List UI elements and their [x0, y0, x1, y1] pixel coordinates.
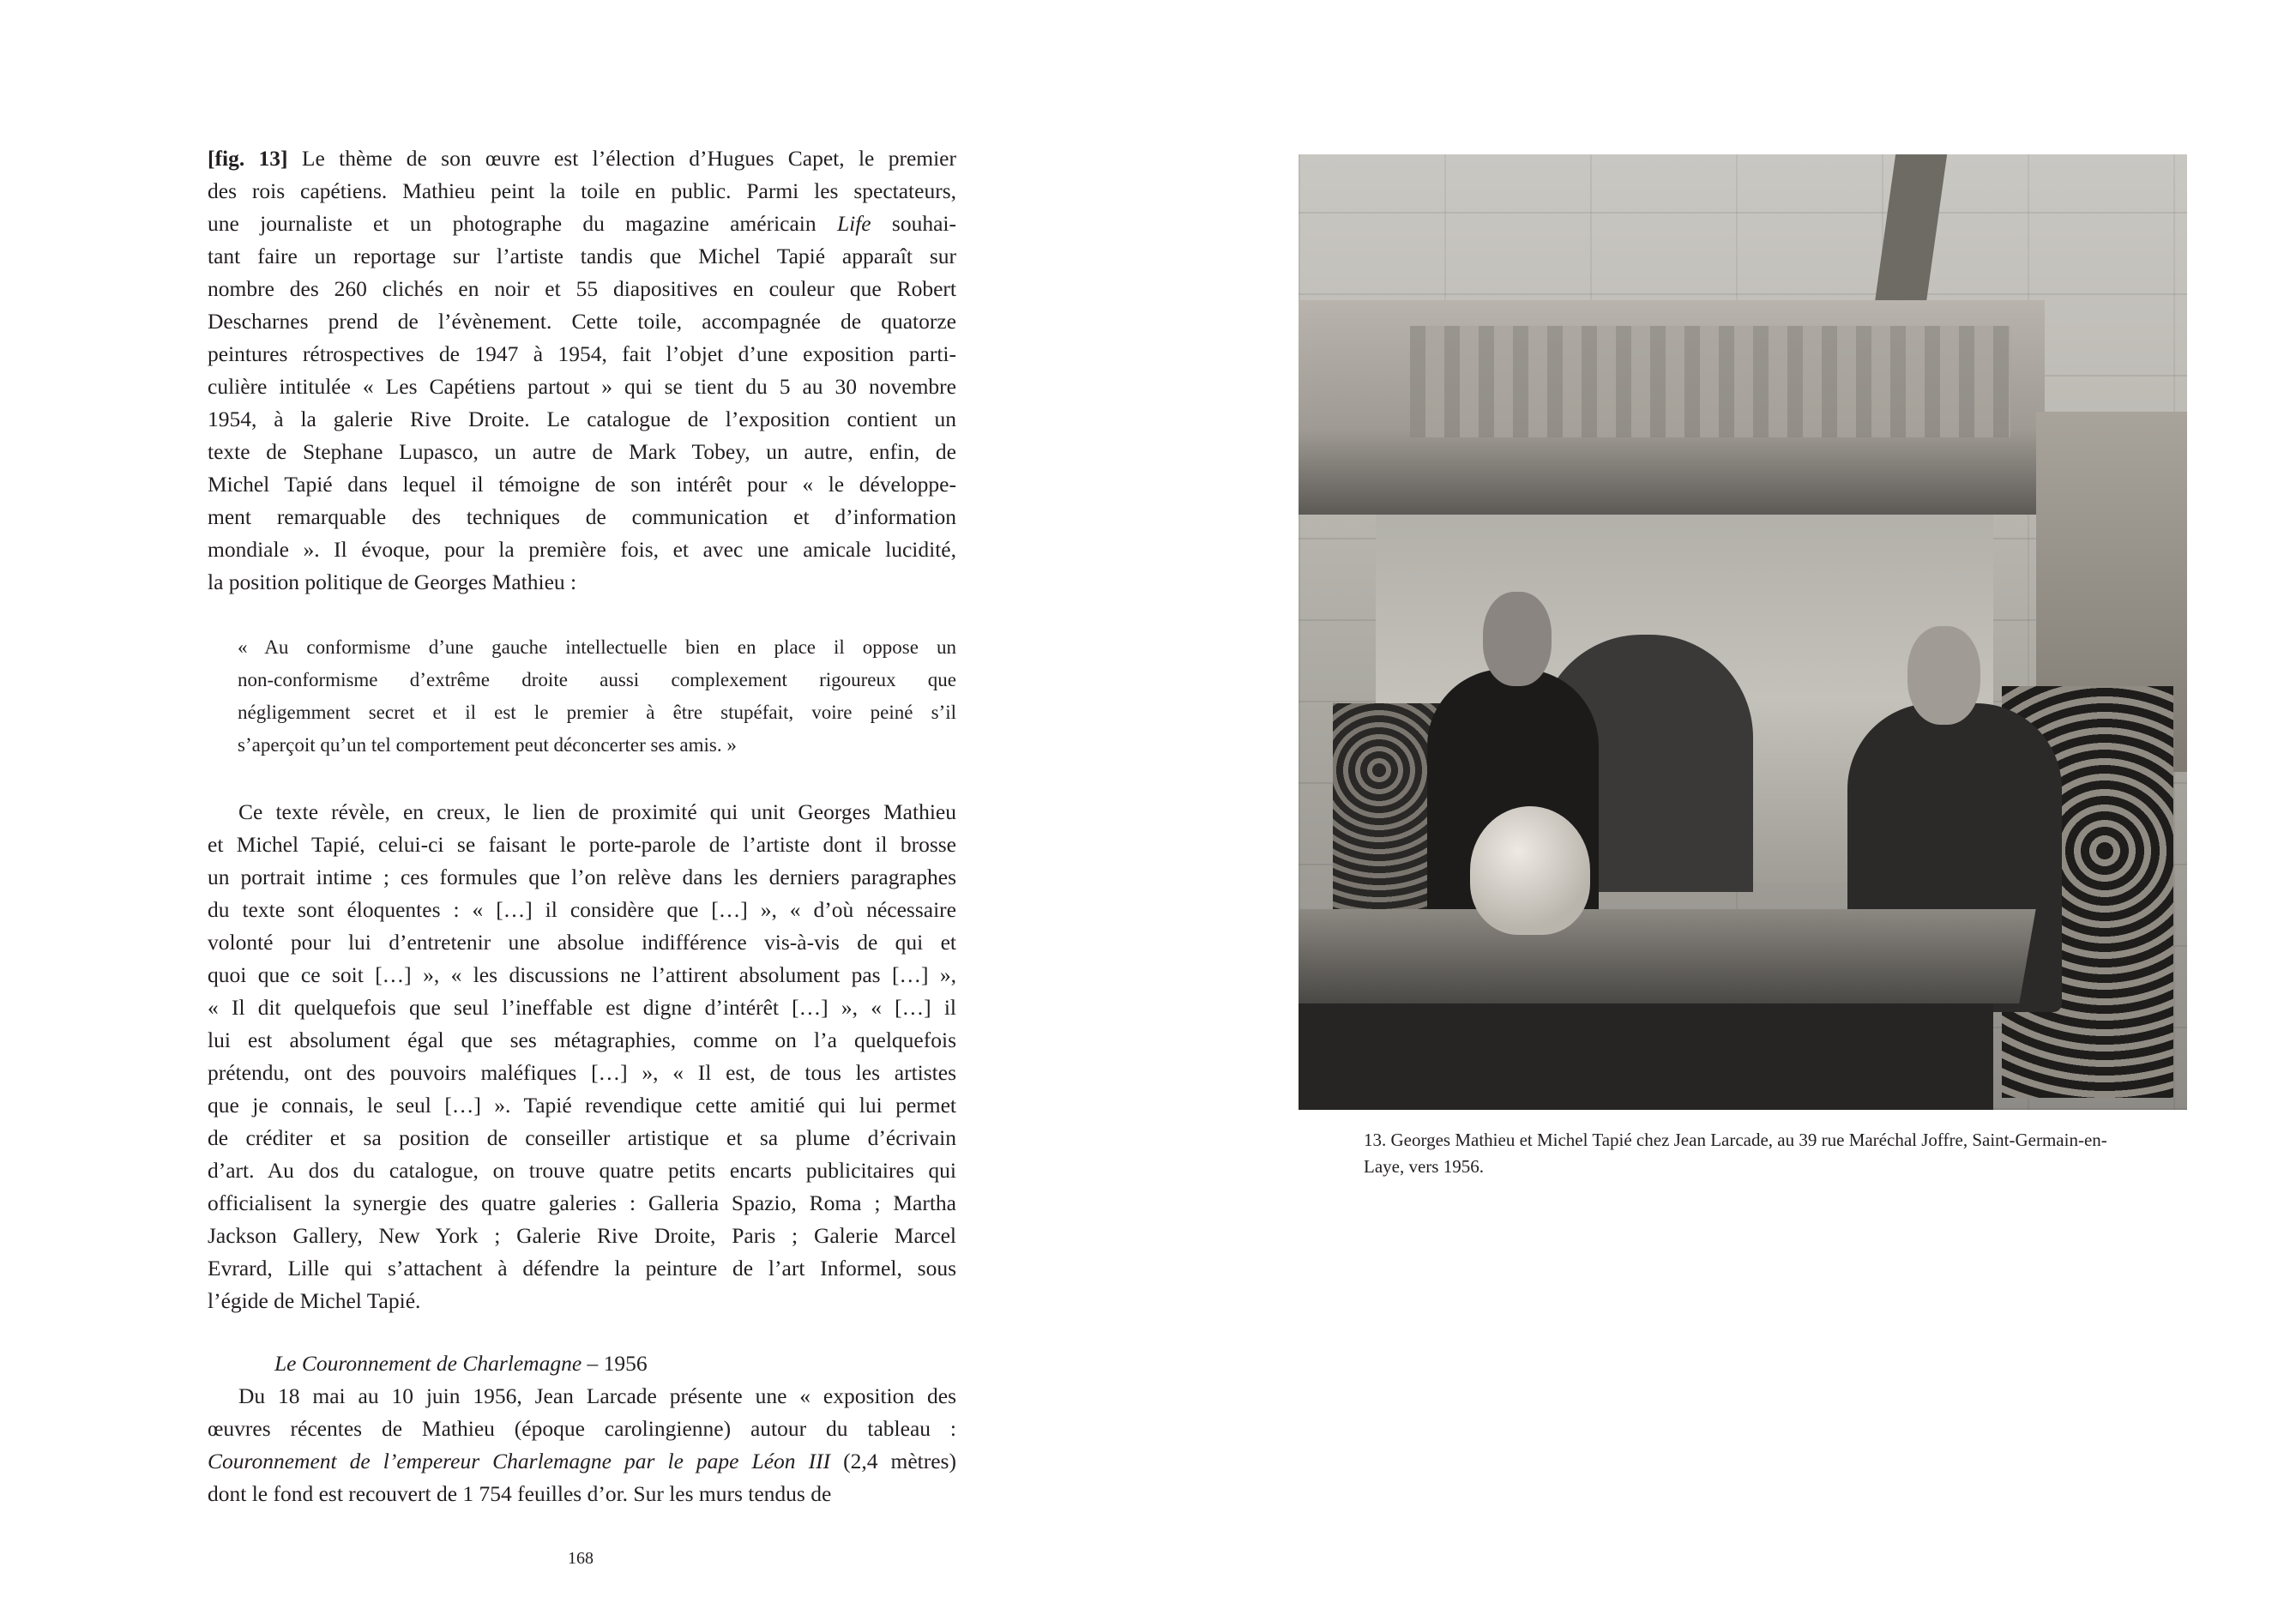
text-line [238, 696, 956, 729]
text-segment: Du 18 mai au 10 juin 1956, Jean Larcade présente une « exposition des [238, 1383, 956, 1408]
text-line [208, 894, 956, 926]
text-segment: Descharnes prend de l’évènement. Cette toile, accompagnée de quatorze [208, 309, 956, 334]
text-line [208, 436, 956, 468]
text-segment: culière intitulée « Les Capétiens partout » qui se tient du 5 au 30 novembre [208, 374, 956, 399]
text-segment: s’aperçoit qu’un tel comportement peut déconcerter ses amis. » [238, 734, 737, 756]
text-segment: peintures rétrospectives de 1947 à 1954, fait l’objet d’une exposition parti- [208, 341, 956, 366]
text-line [238, 664, 956, 696]
text-line [238, 631, 956, 664]
text-line [208, 1154, 956, 1187]
text-line [208, 829, 956, 861]
text-segment: ment remarquable des techniques de communication et d’information [208, 504, 956, 529]
text-line [208, 142, 956, 175]
heading-year: – 1956 [582, 1351, 648, 1376]
text-segment: texte de Stephane Lupasco, un autre de Mark Tobey, un autre, enfin, de [208, 439, 956, 464]
text-line [208, 796, 956, 829]
text-line [208, 1413, 956, 1445]
text-line [208, 1187, 956, 1220]
paragraph-fig13 [208, 142, 956, 599]
text-segment: volonté pour lui d’entretenir une absolue indifférence vis-à-vis de qui et [208, 930, 956, 955]
text-line [208, 175, 956, 208]
text-segment: la position politique de Georges Mathieu : [208, 569, 577, 594]
text-line [208, 1445, 956, 1478]
text-line [208, 1220, 956, 1252]
photo-caption: 13. Georges Mathieu et Michel Tapié chez Jean Larcade, au 39 rue Maréchal Joffre, Saint-Germain-en-Laye, vers 1956. [1364, 1130, 2107, 1177]
text-segment: de créditer et sa position de conseiller artistique et sa plume d’écrivain [208, 1125, 956, 1150]
text-line [208, 273, 956, 305]
text-segment: mondiale ». Il évoque, pour la première fois, et avec une amicale lucidité, [208, 537, 956, 562]
text-line [208, 1024, 956, 1057]
text-segment: un portrait intime ; ces formules que l’on relève dans les derniers paragraphes [208, 865, 956, 889]
text-line [208, 1252, 956, 1285]
text-segment: une journaliste et un photographe du magazine américain [208, 211, 837, 236]
text-line [208, 240, 956, 273]
paragraph-proximity [208, 796, 956, 1317]
text-segment: quoi que ce soit […] », « les discussions ne l’attirent absolument pas […] », [208, 962, 956, 987]
paragraph-charlemagne [208, 1380, 956, 1510]
text-line [208, 1380, 956, 1413]
text-segment: négligemment secret et il est le premier à être stupéfait, voire peiné s’il [238, 702, 956, 723]
photo-mathieu-tapie [1299, 154, 2187, 1110]
text-segment: dont le fond est recouvert de 1 754 feuilles d’or. Sur les murs tendus de [208, 1481, 832, 1506]
text-segment: d’art. Au dos du catalogue, on trouve quatre petits encarts publicitaires qui [208, 1158, 956, 1183]
text-line [208, 501, 956, 533]
text-line [208, 468, 956, 501]
text-segment: des rois capétiens. Mathieu peint la toile en public. Parmi les spectateurs, [208, 178, 956, 203]
text-line [208, 533, 956, 566]
text-segment: œuvres récentes de Mathieu (époque carolingienne) autour du tableau : [208, 1416, 956, 1441]
text-segment: Michel Tapié dans lequel il témoigne de son intérêt pour « le développe- [208, 472, 956, 497]
text-line [208, 861, 956, 894]
text-segment: 1954, à la galerie Rive Droite. Le catalogue de l’exposition contient un [208, 407, 956, 431]
text-segment: (2,4 mètres) [830, 1449, 956, 1473]
text-line [208, 959, 956, 991]
text-segment: l’égide de Michel Tapié. [208, 1288, 421, 1313]
section-heading [274, 1347, 648, 1380]
text-segment: nombre des 260 clichés en noir et 55 diapositives en couleur que Robert [208, 276, 956, 301]
text-segment: Evrard, Lille qui s’attachent à défendre la peinture de l’art Informel, sous [208, 1256, 956, 1281]
block-quote [238, 631, 956, 762]
text-line [208, 338, 956, 371]
text-line [208, 991, 956, 1024]
text-line [208, 926, 956, 959]
text-line [208, 1057, 956, 1089]
text-line [208, 371, 956, 403]
text-segment: du texte sont éloquentes : « […] il considère que […] », « d’où nécessaire [208, 897, 956, 922]
italic-text: Couronnement de l’empereur Charlemagne par le pape Léon III [208, 1449, 831, 1473]
text-segment: et Michel Tapié, celui-ci se faisant le porte-parole de l’artiste dont il brosse [208, 832, 956, 857]
text-segment: tant faire un reportage sur l’artiste tandis que Michel Tapié apparaît sur [208, 244, 956, 268]
text-segment: lui est absolument égal que ses métagraphies, comme on l’a quelquefois [208, 1027, 956, 1052]
text-line [208, 1089, 956, 1122]
text-segment: Jackson Gallery, New York ; Galerie Rive Droite, Paris ; Galerie Marcel [208, 1223, 956, 1248]
heading-title: Le Couronnement de Charlemagne [274, 1351, 582, 1376]
heading-line [274, 1347, 648, 1380]
text-line [208, 1122, 956, 1154]
text-line [208, 566, 956, 599]
page-number: 168 [568, 1549, 594, 1568]
text-line [208, 403, 956, 436]
text-segment: prétendu, ont des pouvoirs maléfiques […] », « Il est, de tous les artistes [208, 1060, 956, 1085]
text-line [238, 729, 956, 762]
figure-reference: [fig. 13] [208, 146, 288, 171]
text-line [208, 1478, 956, 1510]
italic-text: Life [836, 211, 871, 236]
text-line [208, 305, 956, 338]
text-line [208, 1285, 956, 1317]
text-segment: que je connais, le seul […] ». Tapié revendique cette amitié qui lui permet [208, 1093, 956, 1118]
text-segment: non-conformisme d’extrême droite aussi complexement rigoureux que [238, 669, 956, 690]
text-segment: souhai- [871, 211, 956, 236]
text-segment: « Au conformisme d’une gauche intellectuelle bien en place il oppose un [238, 636, 956, 658]
text-segment: officialisent la synergie des quatre galeries : Galleria Spazio, Roma ; Martha [208, 1190, 956, 1215]
text-segment: Le thème de son œuvre est l’élection d’Hugues Capet, le premier [287, 146, 956, 171]
text-line [208, 208, 956, 240]
text-segment: « Il dit quelquefois que seul l’ineffable est digne d’intérêt […] », « […] il [208, 995, 956, 1020]
text-segment: Ce texte révèle, en creux, le lien de proximité qui unit Georges Mathieu [238, 799, 956, 824]
